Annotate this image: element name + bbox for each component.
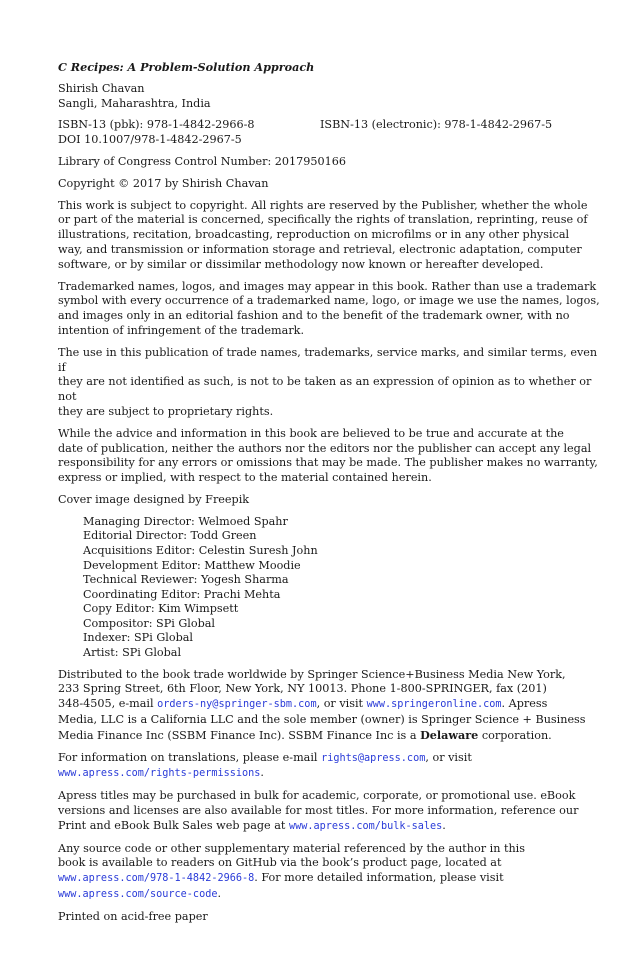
distribution-paragraph — [58, 668, 601, 744]
text-line: intention of infringement of the trademark. — [58, 323, 304, 337]
text-line: Trademarked names, logos, and images may appear in this book. Rather than use a trademark — [58, 279, 597, 293]
text-line — [58, 728, 601, 744]
credit-item: Indexer: SPi Global — [83, 631, 193, 645]
text-line: Apress titles may be purchased in bulk for academic, corporate, or promotional use. eBook — [58, 789, 576, 803]
credit-item: Managing Director: Welmoed Spahr — [83, 514, 288, 528]
printed-note: Printed on acid-free paper — [58, 909, 208, 923]
advice-paragraph — [58, 427, 601, 486]
credit-item: Acquisitions Editor: Celestin Suresh John — [83, 543, 318, 557]
doi: DOI 10.1007/978-1-4842-2967-5 — [58, 133, 242, 147]
author-block — [58, 82, 601, 112]
text-line: Any source code or other supplementary material referenced by the author in this — [58, 841, 525, 855]
text-fragment: Media Finance Inc (SSBM Finance Inc). SSBM Finance Inc is a — [58, 728, 421, 742]
text-line — [58, 819, 601, 835]
text-line: or part of the material is concerned, specifically the rights of translation, reprinting, reuse of — [58, 213, 588, 227]
credit-item: Coordinating Editor: Prachi Mehta — [83, 587, 281, 601]
trademark-paragraph — [58, 280, 601, 339]
text-line: Distributed to the book trade worldwide by Springer Science+Business Media New York, — [58, 667, 566, 681]
text-fragment: 348-4505, e-mail — [58, 697, 158, 711]
text-fragment: , or visit — [425, 750, 472, 764]
rights-permissions-link[interactable]: www.apress.com/rights-permissions — [58, 768, 261, 780]
text-line: book is available to readers on GitHub via the book’s product page, located at — [58, 856, 502, 870]
credit-item: Artist: SPi Global — [83, 646, 182, 660]
text-fragment: . — [260, 766, 264, 780]
isbn-block — [58, 118, 601, 148]
text-fragment: . Apress — [501, 697, 548, 711]
lccn: Library of Congress Control Number: 2017950166 — [58, 154, 346, 168]
credit-item: Compositor: SPi Global — [83, 616, 216, 630]
author-location: Sangli, Maharashtra, India — [58, 96, 211, 110]
text-fragment: corporation. — [478, 728, 552, 742]
text-fragment: . For more detailed information, please visit — [254, 871, 504, 885]
springer-url-link[interactable]: www.springeronline.com — [366, 699, 502, 711]
source-code-paragraph — [58, 842, 601, 903]
credits-list — [58, 515, 601, 661]
orders-email-link[interactable]: orders-ny@springer-sbm.com — [157, 699, 317, 711]
text-line: they are subject to proprietary rights. — [58, 404, 274, 418]
text-line: 233 Spring Street, 6th Floor, New York, NY 10013. Phone 1-800-SPRINGER, fax (201) — [58, 682, 547, 696]
text-line: illustrations, recitation, broadcasting, reproduction on microfilms or in any other physical — [58, 228, 570, 242]
credit-item: Technical Reviewer: Yogesh Sharma — [83, 573, 289, 587]
delaware-bold: Delaware — [420, 727, 479, 742]
text-fragment: For information on translations, please e-mail — [58, 750, 322, 764]
text-fragment: Print and eBook Bulk Sales web page at — [58, 818, 289, 832]
isbn-pbk: ISBN-13 (pbk): 978-1-4842-2966-8 — [58, 118, 255, 132]
text-line — [58, 697, 601, 713]
credit-item: Development Editor: Matthew Moodie — [83, 558, 301, 572]
rights-paragraph — [58, 199, 601, 273]
text-line — [58, 766, 601, 782]
book-title: C Recipes: A Problem-Solution Approach — [58, 60, 315, 74]
text-fragment: . — [442, 818, 446, 832]
text-line: express or implied, with respect to the material contained herein. — [58, 471, 432, 485]
text-line: date of publication, neither the authors nor the editors nor the publisher can accept any legal — [58, 441, 592, 455]
text-line: While the advice and information in this book are believed to be true and accurate at the — [58, 426, 564, 440]
bulk-sales-link[interactable]: www.apress.com/bulk-sales — [288, 820, 443, 832]
text-line: and images only in an editorial fashion and to the benefit of the trademark owner, with no — [58, 309, 570, 323]
text-fragment: , or visit — [316, 697, 367, 711]
text-line: symbol with every occurrence of a trademarked name, logo, or image we use the names, logos, — [58, 294, 600, 308]
text-line: they are not identified as such, is not to be taken as an expression of opinion as to whether or not — [58, 375, 592, 404]
cover-credit: Cover image designed by Freepik — [58, 492, 250, 506]
bulk-sales-paragraph — [58, 789, 601, 834]
text-line: The use in this publication of trade names, trademarks, service marks, and similar terms, even if — [58, 345, 598, 374]
text-line: Media, LLC is a California LLC and the sole member (owner) is Springer Science + Business — [58, 713, 586, 727]
text-line: software, or by similar or dissimilar methodology now known or hereafter developed. — [58, 257, 544, 271]
text-line: way, and transmission or information storage and retrieval, electronic adaptation, computer — [58, 242, 582, 256]
text-line — [58, 887, 601, 903]
trade-names-paragraph — [58, 346, 601, 420]
text-line: responsibility for any errors or omissions that may be made. The publisher makes no warranty, — [58, 456, 598, 470]
credit-item: Editorial Director: Todd Green — [83, 529, 257, 543]
product-page-link[interactable]: www.apress.com/978-1-4842-2966-8 — [58, 873, 255, 885]
author-name: Shirish Chavan — [58, 81, 145, 95]
text-line — [58, 871, 601, 887]
isbn-row — [58, 118, 601, 133]
text-line: versions and licenses are also available for most titles. For more information, reference our — [58, 804, 579, 818]
source-code-link[interactable]: www.apress.com/source-code — [58, 889, 218, 901]
text-line — [58, 751, 601, 767]
credit-item: Copy Editor: Kim Wimpsett — [83, 602, 239, 616]
text-line: This work is subject to copyright. All rights are reserved by the Publisher, whether the whole — [58, 198, 588, 212]
rights-email-link[interactable]: rights@apress.com — [321, 752, 426, 764]
copyright-line: Copyright © 2017 by Shirish Chavan — [58, 176, 269, 190]
isbn-electronic: ISBN-13 (electronic): 978-1-4842-2967-5 — [320, 118, 553, 132]
translations-paragraph — [58, 751, 601, 783]
text-fragment: . — [217, 887, 222, 901]
